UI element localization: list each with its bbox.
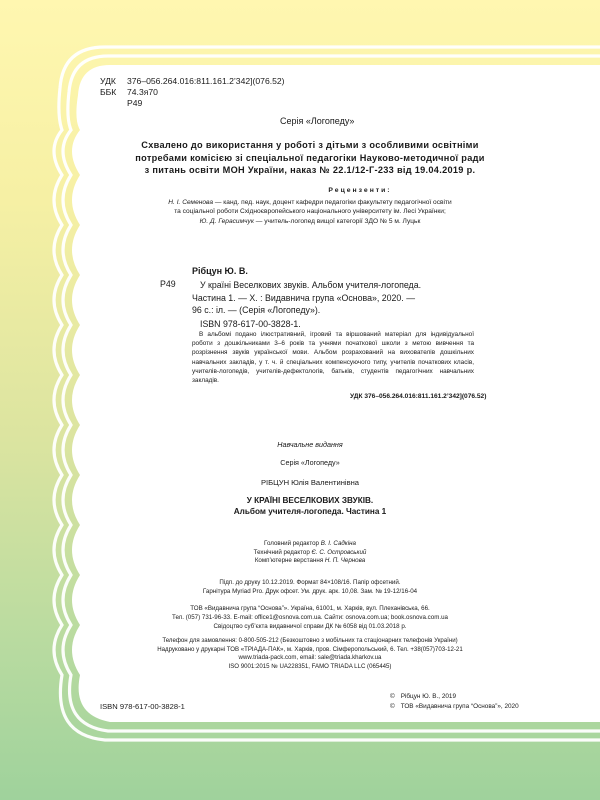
credit-name: Н. П. Чернова (324, 557, 366, 565)
catalog-udk: УДК 376–056.264.016:811.161.2’342](076.52) (350, 393, 487, 400)
copyright-text: Рібцун Ю. В., 2019 (400, 693, 457, 700)
print-spec-line: Підп. до друку 10.12.2019. Формат 84×108/16. Папір офсетний. (219, 579, 401, 586)
catalog-line: У країні Веселкових звуків. Альбом учителя-логопеда. (200, 280, 422, 290)
copyright-icon: © (390, 693, 395, 700)
classification-block (100, 76, 285, 109)
printer-line: Надруковано у друкарні ТОВ «ТРІАДА-ПАК», м. Харків, пров. Сімферопольський, 6. Тел. +38(057)703-12-21 (157, 645, 463, 653)
udk-label: УДК (100, 76, 116, 86)
catalog-code: Р49 (160, 279, 176, 289)
series-label-top: Серія «Логопеду» (280, 116, 355, 126)
udk-value: 376–056.264.016:811.161.2’342](076.52) (127, 76, 285, 86)
credit-line (100, 549, 520, 558)
credit-line (100, 557, 520, 566)
printer-info (100, 637, 520, 671)
edition-type: Навчальне видання (277, 440, 343, 449)
bbk-value: 74.3я70 (127, 87, 158, 97)
catalog-description (192, 279, 482, 330)
credit-role: Технічний редактор (253, 548, 312, 556)
credit-role: Головний редактор (264, 540, 321, 547)
catalog-isbn: ISBN 978-617-00-3828-1. (200, 318, 301, 329)
publisher-line: Тел. (057) 731-96-33. E-mail: office1@osnova.com.ua. Сайти: osnova.com.ua; book.osnova.com.ua (172, 614, 448, 621)
reviewer-credentials: — канд. пед. наук, доцент кафедри педагогіки факультету педагогічної освіти (213, 199, 452, 206)
catalog-annotation: В альбомі подано ілюстративний, ігровий та віршований матеріал для індивідуальної роботи з дошкільниками 3–6 років та учнями початкової школи з метою вивчення та розрізнення звуків української мови. Альбом розрахований на вихователів дошкільних навчальних закладів, у т. ч. й спеціальних компенсуючого типу, учителів початкових класів, учителів-логопедів, учителів-дефектологів, батьків, студентів педагогічних навчальних закладів. (192, 331, 474, 385)
publisher-line: ТОВ «Видавнича група “Основа”». Україна, 61001, м. Харків, вул. Плеханівська, 66. (190, 605, 430, 612)
approval-line: потребами комісією зі спеціальної педагогіки Науково-методичної ради (135, 152, 485, 163)
catalog-line: Частина 1. — Х. : Видавнича група «Основа», 2020. — (192, 292, 416, 303)
imprint-series: Серія «Логопеду» (280, 458, 340, 467)
approval-line: Схвалено до використання у роботі з дітьми з особливими освітніми (141, 140, 479, 150)
reviewer-credentials: — учитель-логопед вищої категорії ЗДО № 5 м. Луцьк (253, 218, 421, 226)
credit-line (100, 540, 520, 549)
copyright-text: ТОВ «Видавнича група “Основа”», 2020 (400, 703, 519, 710)
printer-line: Телефон для замовлення: 0-800-505-212 (Безкоштовно з мобільних та стаціонарних телефонів України) (162, 637, 458, 644)
credits-block (100, 540, 520, 566)
reviewers-block (100, 186, 520, 227)
title-line-1: У КРАЇНІ ВЕСЕЛКОВИХ ЗВУКІВ. (246, 496, 374, 505)
catalog-line: 96 с.: іл. — (Серія «Логопеду»). (192, 305, 321, 316)
imprint-block (100, 440, 520, 517)
title-line-2: Альбом учителя-логопеда. Частина 1 (233, 507, 387, 516)
print-specs (100, 579, 520, 597)
publisher-line: Свідоцтво суб’єкта видавничої справи ДК № 6058 від 01.03.2018 р. (213, 623, 407, 630)
publisher-info (100, 604, 520, 631)
reviewer-credentials: та соціальної роботи Східноєвропейського національного університету ім. Лесі Українки; (174, 207, 446, 215)
approval-statement (100, 139, 520, 177)
credit-name: В. І. Садкіна (320, 540, 356, 547)
author-full-name: РІБЦУН Юлія Валентинівна (260, 478, 360, 487)
printer-line: www.triada-pack.com, email: sale@triada.kharkov.ua (238, 654, 382, 662)
reviewer-name: Ю. Д. Герасимчук (199, 218, 254, 226)
credit-name: Є. С. Островський (311, 548, 367, 556)
catalog-author: Рібцун Ю. В. (192, 266, 248, 276)
approval-line: з питань освіти МОН України, наказ № 22.1/12-Г-233 від 19.04.2019 р. (144, 165, 476, 175)
copyright-icon: © (390, 703, 395, 710)
reviewers-heading: Рецензенти: (328, 187, 392, 194)
print-spec-line: Гарнітура Myriad Pro. Друк офсет. Ум. друк. арк. 10,08. Зам. № 19-12/16-04 (202, 587, 418, 595)
credit-role: Комп’ютерне верстання (254, 557, 325, 565)
printer-line: ISO 9001:2015 № UA228351, FAMO TRIADA LLC (065445) (228, 662, 392, 670)
author-code: Р49 (127, 98, 143, 108)
footer-isbn: ISBN 978-617-00-3828-1 (100, 702, 185, 711)
bbk-label: ББК (100, 87, 117, 97)
copyright-line (390, 702, 519, 712)
reviewer-name: Н. І. Семенова (168, 199, 214, 206)
copyright-block (390, 692, 519, 712)
copyright-line (390, 692, 519, 702)
